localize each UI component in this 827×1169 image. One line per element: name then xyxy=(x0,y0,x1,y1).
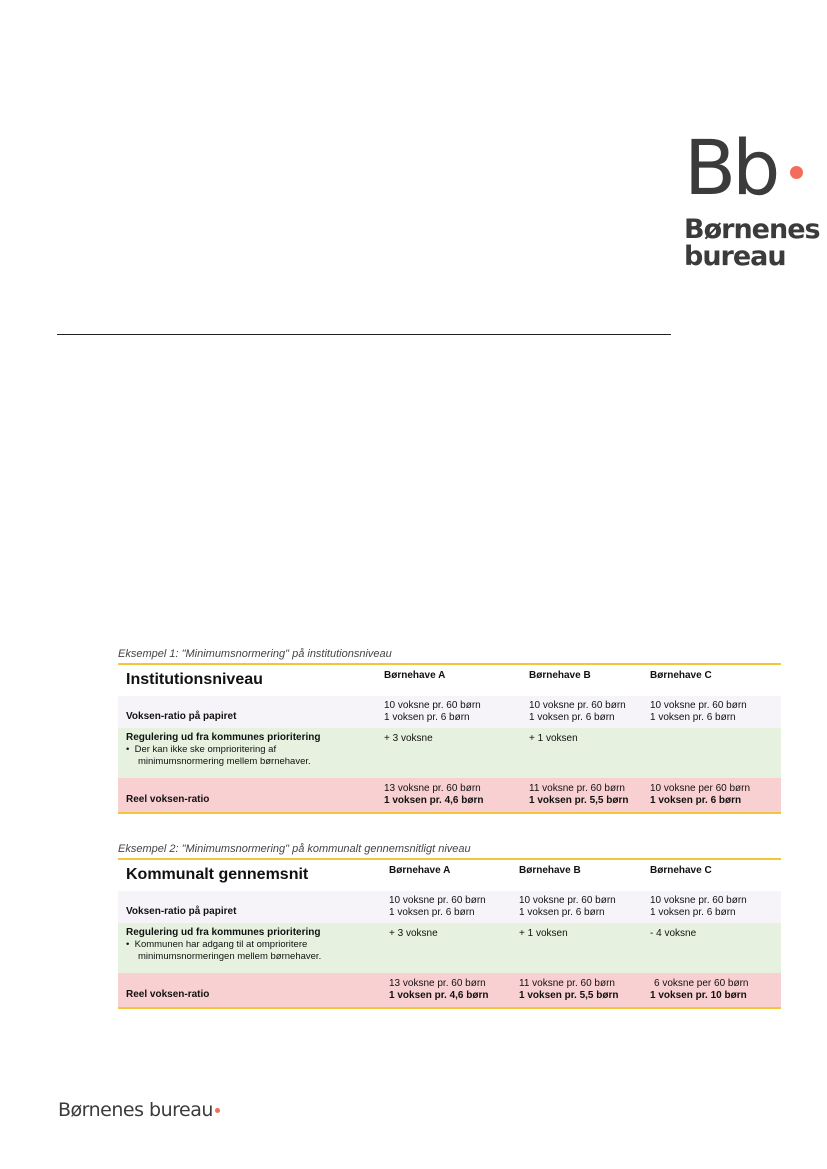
brand-logo xyxy=(684,123,820,272)
table-title: Institutionsniveau xyxy=(126,671,263,688)
cell-real-b: 11 voksne pr. 60 børn 1 voksen pr. 5,5 børn xyxy=(529,783,629,806)
regulation-note: • Kommunen har adgang til at omprioritere minimumsnormeringen mellem børnehaver. xyxy=(126,939,322,962)
logo-name-line2: bureau xyxy=(684,241,786,272)
row-label-real: Reel voksen-ratio xyxy=(126,794,210,805)
header-rule xyxy=(57,334,671,335)
cell-paper-c: 10 voksne pr. 60 børn 1 voksen pr. 6 børn xyxy=(650,700,747,723)
column-header-b: Børnehave B xyxy=(529,670,591,681)
cell-real-a: 13 voksne pr. 60 børn 1 voksen pr. 4,6 børn xyxy=(384,783,484,806)
cell-reg-a: + 3 voksne xyxy=(389,928,438,939)
cell-paper-b: 10 voksne pr. 60 børn 1 voksen pr. 6 børn xyxy=(519,895,616,918)
cell-reg-c: - 4 voksne xyxy=(650,928,697,939)
column-header-b: Børnehave B xyxy=(519,865,581,876)
logo-name-line1: Børnenes xyxy=(684,214,820,245)
column-header-c: Børnehave C xyxy=(650,865,712,876)
example-1 xyxy=(118,648,781,814)
row-label-paper: Voksen-ratio på papiret xyxy=(126,906,237,917)
example-caption: Eksempel 1: "Minimumsnormering" på institutionsniveau xyxy=(118,648,392,660)
table-row-paper xyxy=(118,696,781,728)
column-header-a: Børnehave A xyxy=(384,670,446,681)
comparison-table xyxy=(118,858,781,1009)
cell-paper-c: 10 voksne pr. 60 børn 1 voksen pr. 6 børn xyxy=(650,895,747,918)
table-row-regulation xyxy=(118,728,781,778)
cell-reg-b: + 1 voksen xyxy=(519,928,568,939)
table-header-row xyxy=(118,860,781,891)
cell-real-c: 10 voksne per 60 børn 1 voksen pr. 6 børn xyxy=(650,783,751,806)
regulation-note: • Der kan ikke ske omprioritering af minimumsnormering mellem børnehaver. xyxy=(126,744,311,767)
table-row-regulation xyxy=(118,923,781,973)
example-caption: Eksempel 2: "Minimumsnormering" på kommunalt gennemsnitligt niveau xyxy=(118,843,471,855)
column-header-c: Børnehave C xyxy=(650,670,712,681)
column-header-a: Børnehave A xyxy=(389,865,451,876)
cell-paper-b: 10 voksne pr. 60 børn 1 voksen pr. 6 børn xyxy=(529,700,626,723)
table-row-real xyxy=(118,973,781,1007)
cell-real-b: 11 voksne pr. 60 børn 1 voksen pr. 5,5 børn xyxy=(519,978,619,1001)
table-header-row xyxy=(118,665,781,696)
row-label-regulation: Regulering ud fra kommunes prioritering xyxy=(126,732,321,743)
row-label-regulation: Regulering ud fra kommunes prioritering xyxy=(126,927,321,938)
comparison-table xyxy=(118,663,781,814)
logo-mark: Bb xyxy=(684,123,777,212)
footer-dot-icon xyxy=(215,1108,220,1113)
table-row-paper xyxy=(118,891,781,923)
example-2 xyxy=(118,843,781,1009)
cell-paper-a: 10 voksne pr. 60 børn 1 voksen pr. 6 børn xyxy=(389,895,486,918)
cell-real-a: 13 voksne pr. 60 børn 1 voksen pr. 4,6 børn xyxy=(389,978,489,1001)
footer-brand-text: Børnenes bureau xyxy=(58,1099,213,1121)
row-label-paper: Voksen-ratio på papiret xyxy=(126,711,237,722)
cell-reg-a: + 3 voksne xyxy=(384,733,433,744)
table-title: Kommunalt gennemsnit xyxy=(126,866,309,883)
logo-name xyxy=(684,214,820,272)
row-label-real: Reel voksen-ratio xyxy=(126,989,210,1000)
cell-reg-b: + 1 voksen xyxy=(529,733,578,744)
footer-brand xyxy=(58,1099,220,1121)
cell-real-c: 6 voksne per 60 børn 1 voksen pr. 10 børn xyxy=(650,978,749,1001)
cell-paper-a: 10 voksne pr. 60 børn 1 voksen pr. 6 børn xyxy=(384,700,481,723)
table-row-real xyxy=(118,778,781,812)
logo-dot-icon xyxy=(790,166,803,179)
